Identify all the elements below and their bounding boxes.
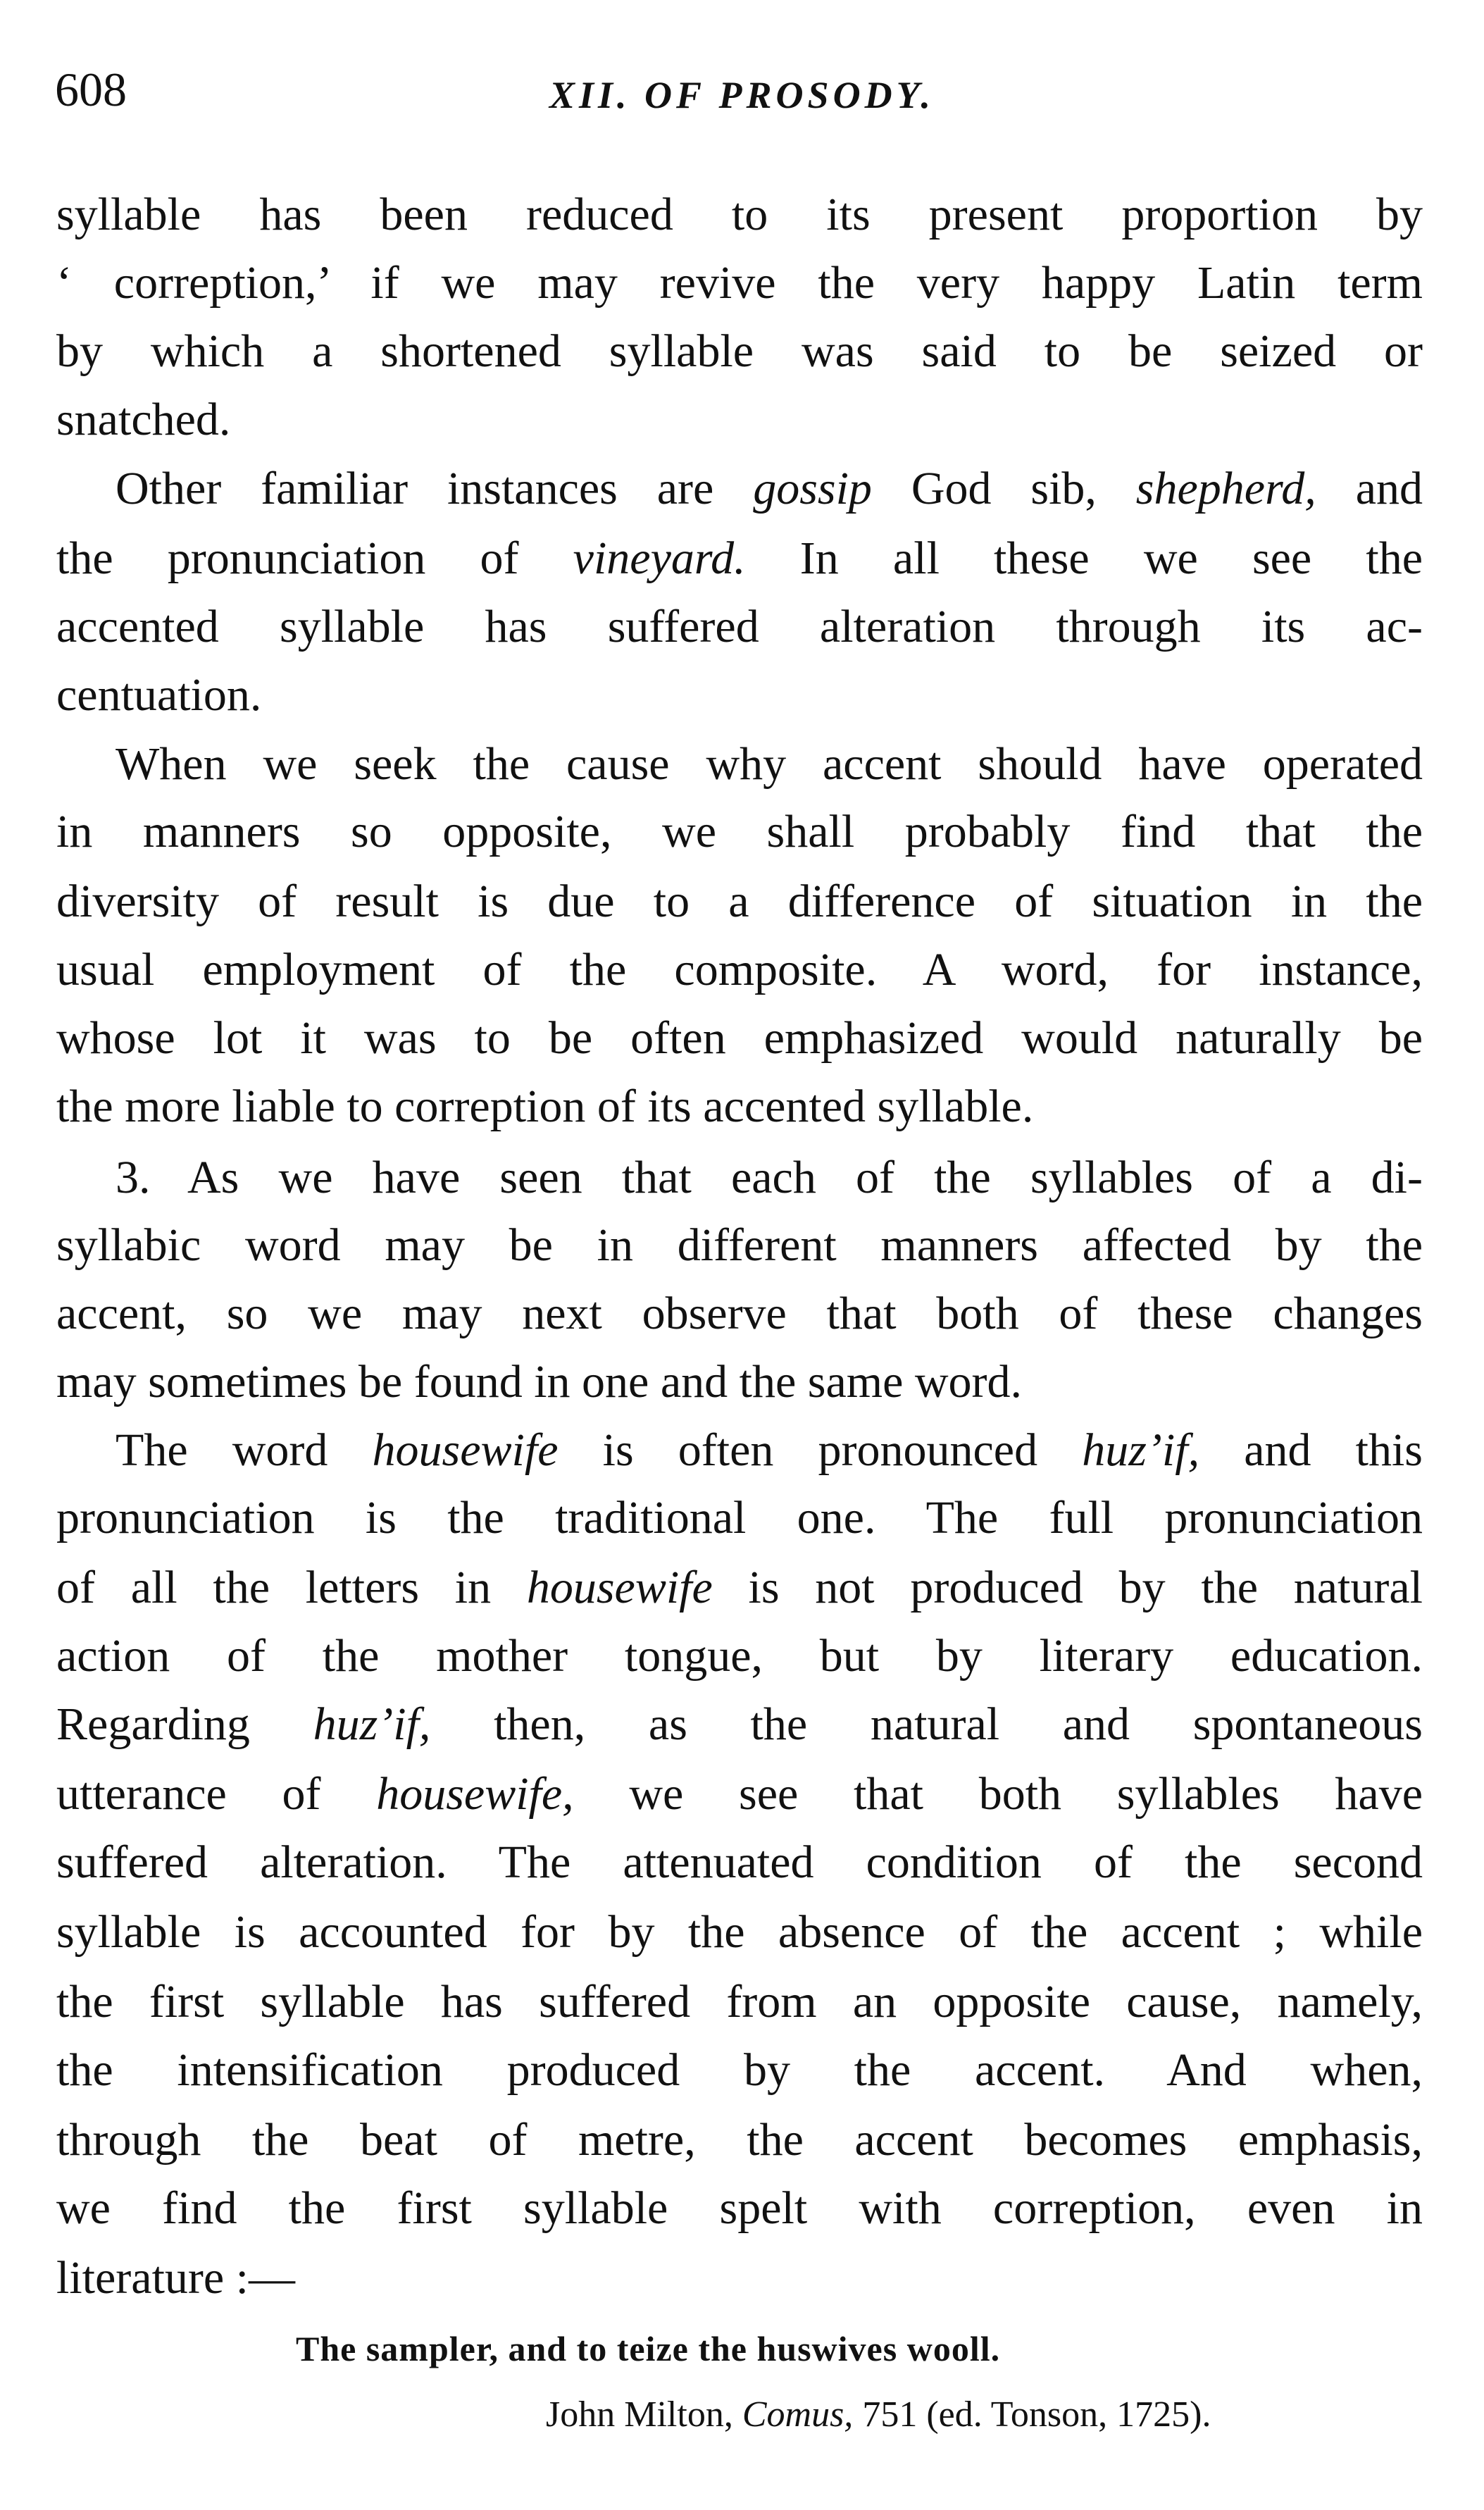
text-line [56,1560,1423,1616]
quotation-citation [546,2394,1211,2435]
text-segment: 3. As we have seen that each of the syllables of a di- [116,1152,1423,1203]
text-line [56,1766,1423,1822]
text-line [56,1696,1423,1753]
text-line [116,1150,1423,1206]
italic-word: housewife [372,1424,559,1476]
italic-word: gossip [753,463,872,514]
text-line [116,1422,1423,1479]
text-line [56,2250,1423,2306]
page-number: 608 [55,63,127,116]
text-segment: usual employment of the composite. A word, for instance, [56,944,1423,995]
text-line [56,2112,1423,2168]
text-segment: and [1316,463,1423,514]
text-segment: action of the mother tongue, but by literary education. [56,1630,1423,1682]
text-segment: the more liable to correption of its accented syllable. [56,1081,1034,1132]
text-segment: accented syllable has suffered alteration through its ac- [56,601,1423,652]
text-line [56,667,1423,723]
text-segment: we find the first syllable spelt with correption, even in [56,2182,1423,2234]
text-line [56,1217,1423,1274]
text-segment: utterance of [56,1768,377,1820]
text-line [116,736,1423,793]
text-line [56,1628,1423,1684]
text-segment: may sometimes be found in one and the same word. [56,1356,1023,1408]
text-line [56,1286,1423,1342]
text-segment: Other familiar instances are [116,463,754,514]
text-segment: accent, so we may next observe that both of these changes [56,1288,1423,1339]
text-segment: syllable is accounted for by the absence of the accent ; while [56,1906,1423,1958]
citation-author: John Milton, [546,2394,742,2435]
text-line [56,1079,1423,1135]
text-segment: syllabic word may be in different manners affected by the [56,1219,1423,1271]
italic-word: housewife, [376,1768,574,1820]
text-line [56,599,1423,655]
text-line [56,255,1423,311]
italic-word: shepherd, [1135,463,1316,514]
text-segment: suffered alteration. The attenuated condition of the second [56,1837,1423,1888]
text-segment: we see that both syllables have [573,1768,1423,1820]
text-segment: through the beat of metre, the accent becomes emphasis, [56,2114,1423,2166]
text-line [56,1490,1423,1546]
italic-word: housewife [526,1562,713,1613]
text-line [56,942,1423,998]
running-head: XII. OF PROSODY. [549,74,935,116]
text-line [56,804,1423,860]
text-line [56,874,1423,930]
text-segment: literature :— [56,2252,296,2304]
text-segment: of all the letters in [56,1562,527,1613]
text-line [56,1834,1423,1891]
text-segment: God sib, [871,463,1136,514]
text-segment: the pronunciation of [56,533,573,584]
text-segment: is not produced by the natural [712,1562,1423,1613]
text-line [56,1010,1423,1067]
italic-word: huz’if, [313,1698,431,1750]
text-segment: is often pronounced [558,1424,1083,1476]
text-line [116,461,1423,517]
italic-word: vineyard. [573,533,746,584]
text-segment: pronunciation is the traditional one. The full pronunciation [56,1492,1423,1543]
text-line [56,323,1423,380]
text-segment: ‘ correption,’ if we may revive the very happy Latin term [56,257,1423,309]
text-segment: then, as the natural and spontaneous [430,1698,1423,1750]
text-segment: the first syllable has suffered from an opposite cause, namely, [56,1976,1423,2027]
text-segment: In all these we see the [745,533,1423,584]
citation-reference: 751 (ed. Tonson, 1725). [853,2394,1211,2435]
text-segment: When we seek the cause why accent should have operated [116,738,1423,790]
text-line [56,2180,1423,2237]
text-segment: the intensification produced by the accent. And when, [56,2044,1423,2096]
text-segment: in manners so opposite, we shall probably find that the [56,806,1423,857]
text-segment: and this [1199,1424,1423,1476]
text-line [56,1354,1423,1410]
text-segment: centuation. [56,669,262,721]
text-line [56,392,1423,448]
verse-quotation: The sampler, and to teize the huswives wooll. [296,2329,1001,2368]
text-segment: snatched. [56,394,231,445]
text-line [56,1974,1423,2030]
text-line [56,2042,1423,2099]
text-segment: whose lot it was to be often emphasized would naturally be [56,1012,1423,1064]
text-segment: The word [116,1424,373,1476]
text-line [56,530,1423,587]
italic-word: huz’if, [1082,1424,1200,1476]
text-segment: by which a shortened syllable was said to be seized or [56,325,1423,377]
text-segment: diversity of result is due to a difference of situation in the [56,876,1423,927]
text-line [56,1904,1423,1961]
text-line [56,187,1423,243]
citation-work: Comus, [742,2394,854,2435]
text-segment: syllable has been reduced to its present proportion by [56,189,1423,240]
text-segment: Regarding [56,1698,313,1750]
